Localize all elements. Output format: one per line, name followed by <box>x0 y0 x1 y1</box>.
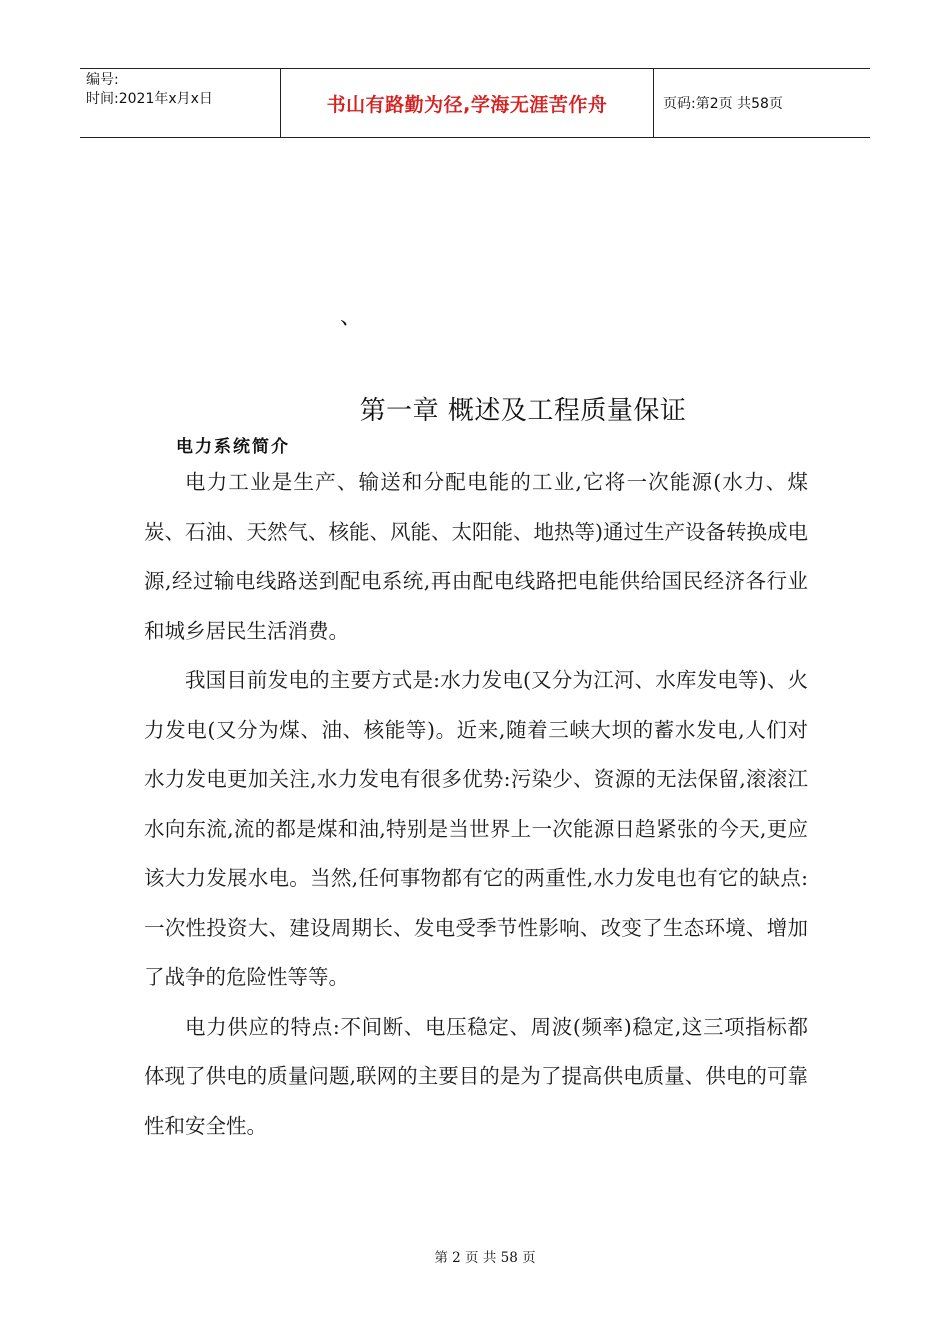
section-title: 电力系统简介 <box>176 437 290 457</box>
page-footer: 第 2 页 共 58 页 <box>434 1250 536 1266</box>
paragraph: 我国目前发电的主要方式是:水力发电(又分为江河、水库发电等)、火力发电(又分为煤、油、核能等)。近来,随着三峡大坝的蓄水发电,人们对水力发电更加关注,水力发电有很多优势:污染少、资源的无法保留,滚滚江水向东流,流的都是煤和油,特别是当世界上一次能源日趋紧张的今天,更应该大力发展水电。当然,任何事物都有它的两重性,水力发电也有它的缺点:一次性投资大、建设周期长、发电受季节性影响、改变了生态环境、增加了战争的危险性等等。 <box>144 668 808 989</box>
header-page-info: 页码:第2页 共58页 <box>663 96 783 112</box>
header-number-label: 编号: <box>86 72 119 88</box>
body-text <box>144 458 808 1151</box>
stray-punctuation-mark: 、 <box>340 305 363 330</box>
document-header <box>80 68 870 138</box>
paragraph: 电力工业是生产、输送和分配电能的工业,它将一次能源(水力、煤炭、石油、天然气、核能、风能、太阳能、地热等)通过生产设备转换成电源,经过输电线路送到配电系统,再由配电线路把电能供给国民经济各行业和城乡居民生活消费。 <box>144 470 808 643</box>
header-motto: 书山有路勤为径,学海无涯苦作舟 <box>281 69 654 137</box>
paragraph: 电力供应的特点:不间断、电压稳定、周波(频率)稳定,这三项指标都体现了供电的质量问题,联网的主要目的是为了提高供电质量、供电的可靠性和安全性。 <box>144 1014 808 1138</box>
header-time-label: 时间:2021年x月x日 <box>86 91 213 107</box>
chapter-title: 第一章 概述及工程质量保证 <box>359 396 687 426</box>
header-meta-cell <box>80 69 281 137</box>
